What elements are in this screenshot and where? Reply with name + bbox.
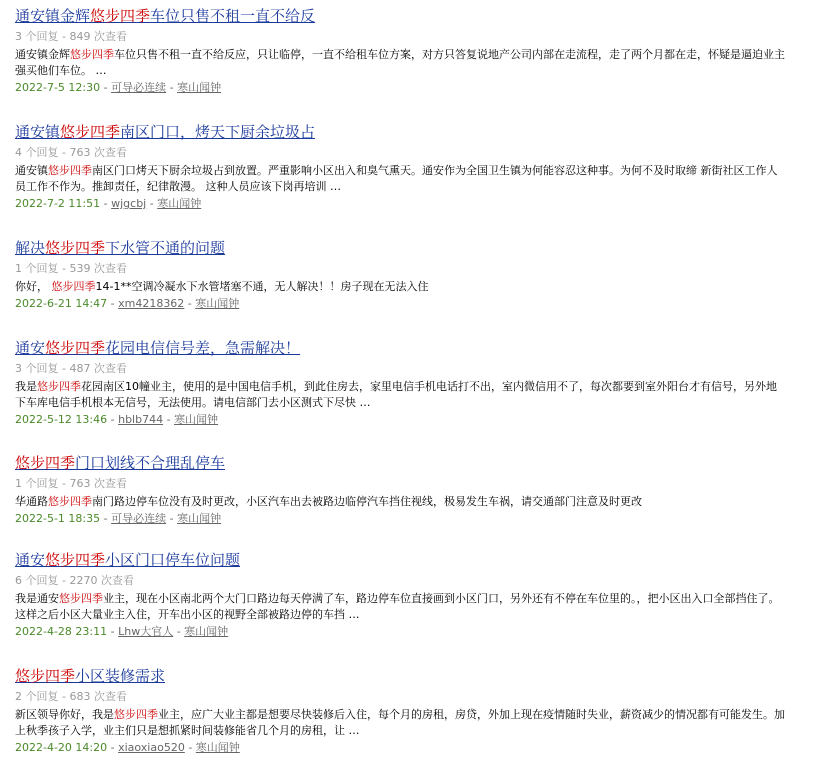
result-meta xyxy=(15,740,785,756)
author-link[interactable]: 可导必连续 xyxy=(111,512,167,525)
summary-text: 花园南区10幢业主，使用的是中国电信手机，到此住房去，家里电信手机电话打不出，室内微信用不了，每次都要到室外阳台才有信号，另外地下车库电信手机根本无信号，无法使用。请电信部门去小区测式下尽快 … xyxy=(15,380,777,409)
forum-link[interactable]: 寒山闻钟 xyxy=(157,197,202,210)
title-text: 南区门口，烤天下厨余垃圾占 xyxy=(120,123,316,141)
post-date: 2022-7-5 12:30 xyxy=(15,81,101,94)
result-meta xyxy=(15,296,785,312)
author-link[interactable]: wjgcbj xyxy=(111,197,147,210)
reply-view-count: 1 个回复 - 763 次查看 xyxy=(15,477,127,490)
title-text: 下水管不通的问题 xyxy=(105,239,226,257)
result-item xyxy=(15,6,785,96)
result-meta xyxy=(15,412,785,428)
forum-link[interactable]: 寒山闻钟 xyxy=(177,81,222,94)
result-item xyxy=(15,550,785,640)
summary-text: 业主，现在小区南北两个大门口路边每天停满了车，路边停车位直接画到小区门口，另外还有不停在车位里的。，把小区出入口全部挡住了。这样之后小区大量业主入住，开车出小区的视野全部被路边停的车挡 … xyxy=(15,592,780,621)
result-summary xyxy=(15,494,785,510)
title-text: 花园电信信号差，急需解决！ xyxy=(105,339,301,357)
reply-view-count: 3 个回复 - 849 次查看 xyxy=(15,30,127,43)
result-item xyxy=(15,453,785,527)
separator: - xyxy=(100,81,112,94)
summary-text: 通安镇金辉 xyxy=(15,48,70,61)
result-title-link[interactable] xyxy=(15,238,785,258)
summary-keyword-highlight: 悠步四季 xyxy=(48,495,92,508)
post-date: 2022-7-2 11:51 xyxy=(15,197,101,210)
summary-text: 通安镇 xyxy=(15,164,48,177)
summary-text: 你好， xyxy=(15,280,52,293)
summary-keyword-highlight: 悠步四季 xyxy=(48,164,92,177)
separator: - xyxy=(100,197,112,210)
title-keyword-highlight: 悠步四季 xyxy=(45,339,106,357)
separator: - xyxy=(107,625,119,638)
title-text: 通安 xyxy=(15,339,46,357)
separator: - xyxy=(100,512,112,525)
result-summary xyxy=(15,707,785,739)
post-date: 2022-5-12 13:46 xyxy=(15,413,108,426)
summary-text: 业主，应广大业主都是想要尽快装修后入住，每个月的房租，房贷，外加上现在疫情随时失业，薪资减少的情况都有可能发生。加上秋季孩子入学，业主们只是想抓紧时间装修能省几个月的房租，让 … xyxy=(15,708,785,737)
result-summary xyxy=(15,379,785,411)
summary-keyword-highlight: 悠步四季 xyxy=(51,280,96,293)
summary-keyword-highlight: 悠步四季 xyxy=(114,708,158,721)
result-summary xyxy=(15,591,785,623)
separator: - xyxy=(166,81,178,94)
separator: - xyxy=(107,741,119,754)
reply-view-count: 2 个回复 - 683 次查看 xyxy=(15,690,127,703)
summary-text: 14-1**空调冷凝水下水管堵塞不通，无人解决！！房子现在无法入住 xyxy=(95,280,429,293)
separator: - xyxy=(107,297,119,310)
reply-view-count: 4 个回复 - 763 次查看 xyxy=(15,146,127,159)
forum-link[interactable]: 寒山闻钟 xyxy=(174,413,219,426)
title-keyword-highlight: 悠步四季 xyxy=(45,551,106,569)
result-item xyxy=(15,122,785,212)
summary-text: 我是 xyxy=(15,380,37,393)
result-meta xyxy=(15,196,785,212)
author-link[interactable]: xm4218362 xyxy=(118,297,185,310)
title-text: 车位只售不租一直不给反 xyxy=(150,7,316,25)
forum-link[interactable]: 寒山闻钟 xyxy=(184,625,229,638)
title-text: 门口划线不合理乱停车 xyxy=(75,454,226,472)
result-meta xyxy=(15,80,785,96)
title-keyword-highlight: 悠步四季 xyxy=(15,667,76,685)
title-keyword-highlight: 悠步四季 xyxy=(60,123,121,141)
forum-link[interactable]: 寒山闻钟 xyxy=(195,297,240,310)
forum-link[interactable]: 寒山闻钟 xyxy=(195,741,240,754)
result-item xyxy=(15,238,785,312)
reply-view-count: 1 个回复 - 539 次查看 xyxy=(15,262,127,275)
post-date: 2022-6-21 14:47 xyxy=(15,297,108,310)
result-meta xyxy=(15,511,785,527)
post-date: 2022-5-1 18:35 xyxy=(15,512,101,525)
title-text: 解决 xyxy=(15,239,46,257)
summary-keyword-highlight: 悠步四季 xyxy=(59,592,103,605)
title-text: 通安镇金辉 xyxy=(15,7,91,25)
result-title-link[interactable] xyxy=(15,666,785,686)
result-title-link[interactable] xyxy=(15,453,785,473)
summary-text: 新区领导你好，我是 xyxy=(15,708,114,721)
separator: - xyxy=(163,413,175,426)
summary-keyword-highlight: 悠步四季 xyxy=(37,380,81,393)
result-item xyxy=(15,338,785,428)
result-summary xyxy=(15,279,785,295)
title-text: 通安 xyxy=(15,551,46,569)
result-meta xyxy=(15,624,785,640)
title-text: 通安镇 xyxy=(15,123,61,141)
result-title-link[interactable] xyxy=(15,6,785,26)
separator: - xyxy=(146,197,158,210)
title-keyword-highlight: 悠步四季 xyxy=(15,454,76,472)
title-keyword-highlight: 悠步四季 xyxy=(90,7,151,25)
result-summary xyxy=(15,163,785,195)
reply-view-count: 6 个回复 - 2270 次查看 xyxy=(15,574,134,587)
summary-keyword-highlight: 悠步四季 xyxy=(70,48,114,61)
title-text: 小区门口停车位问题 xyxy=(105,551,241,569)
title-text: 小区装修需求 xyxy=(75,667,166,685)
summary-text: 华通路 xyxy=(15,495,48,508)
summary-text: 车位只售不租一直不给反应，只让临停，一直不给租车位方案，对方只答复说地产公司内部在走流程，走了两个月都在走，怀疑是逼迫业主强买他们车位。 … xyxy=(15,48,785,77)
summary-text: 我是通安 xyxy=(15,592,59,605)
result-summary xyxy=(15,47,785,79)
result-title-link[interactable] xyxy=(15,338,785,358)
separator: - xyxy=(166,512,178,525)
forum-link[interactable]: 寒山闻钟 xyxy=(177,512,222,525)
separator: - xyxy=(184,741,196,754)
result-title-link[interactable] xyxy=(15,122,785,142)
result-title-link[interactable] xyxy=(15,550,785,570)
post-date: 2022-4-28 23:11 xyxy=(15,625,108,638)
author-link[interactable]: hblb744 xyxy=(118,413,164,426)
post-date: 2022-4-20 14:20 xyxy=(15,741,108,754)
author-link[interactable]: xiaoxiao520 xyxy=(118,741,185,754)
separator: - xyxy=(173,625,185,638)
title-keyword-highlight: 悠步四季 xyxy=(45,239,106,257)
author-link[interactable]: Lhw大官人 xyxy=(118,625,174,638)
result-item xyxy=(15,666,785,756)
summary-text: 南门路边停车位没有及时更改，小区汽车出去被路边临停汽车挡住视线，极易发生车祸，请交通部门注意及时更改 xyxy=(92,495,642,508)
summary-text: 南区门口烤天下厨余垃圾占到放置。严重影响小区出入和臭气熏天。通安作为全国卫生镇为何能容忍这种事。为何不及时取缔 新街社区工作人员工作不作为。推卸责任，纪律散漫。 这种人员应该下岗再培训 … xyxy=(15,164,778,193)
reply-view-count: 3 个回复 - 487 次查看 xyxy=(15,362,127,375)
separator: - xyxy=(107,413,119,426)
separator: - xyxy=(184,297,196,310)
author-link[interactable]: 可导必连续 xyxy=(111,81,167,94)
